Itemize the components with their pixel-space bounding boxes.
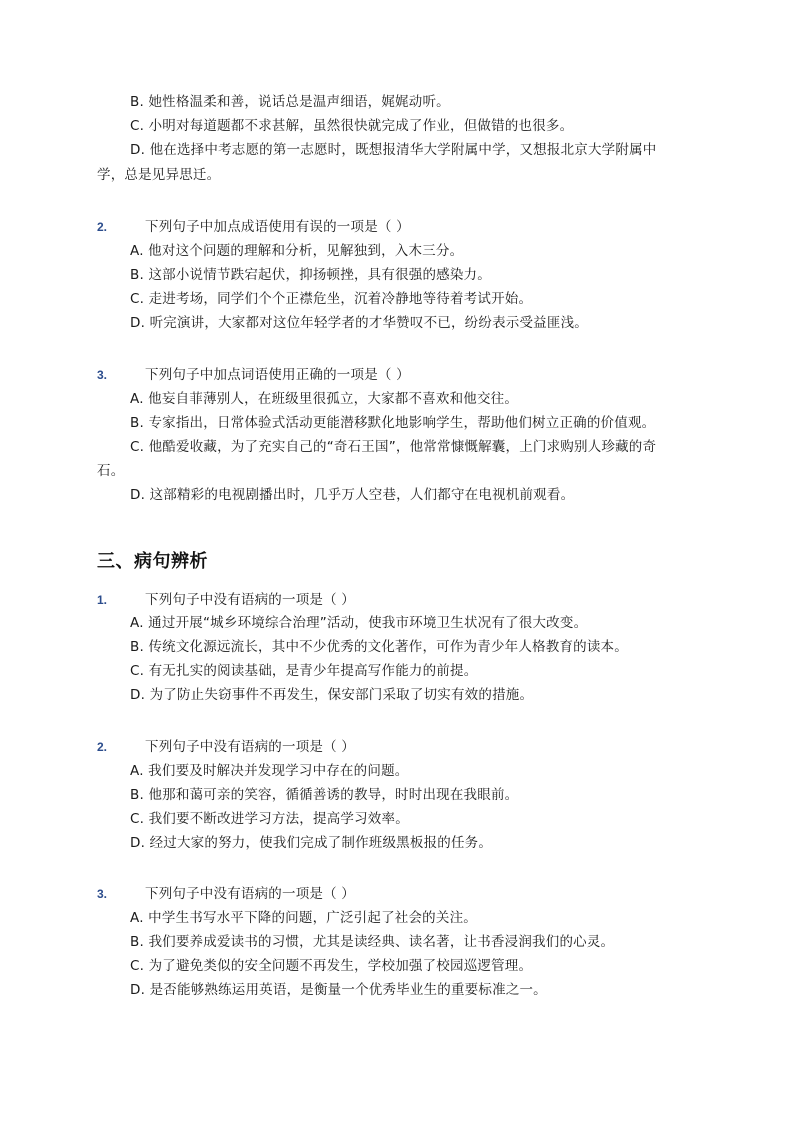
option-d: D. 为了防止失窃事件不再发生，保安部门采取了切实有效的措施。: [130, 687, 534, 703]
question-stem: 下列句子中加点成语使用有误的一项是（ ）: [145, 219, 410, 235]
question-number: 3.: [97, 887, 108, 901]
option-a: A. 中学生书写水平下降的问题，广泛引起了社会的关注。: [130, 910, 477, 926]
option-a: A. 他妄自菲薄别人，在班级里很孤立，大家都不喜欢和他交往。: [130, 391, 519, 407]
option-a: A. 他对这个问题的理解和分析，见解独到，入木三分。: [130, 243, 464, 259]
section-title: 三、病句辨析: [97, 551, 208, 572]
option-b: B. 我们要养成爱读书的习惯，尤其是读经典、读名著，让书香浸润我们的心灵。: [130, 934, 615, 950]
prev-option-d-continuation: 学，总是见异思迁。: [97, 167, 221, 183]
prev-option-c: C. 小明对每道题都不求甚解，虽然很快就完成了作业，但做错的也很多。: [130, 118, 574, 134]
question-stem: 下列句子中没有语病的一项是（ ）: [145, 592, 355, 608]
question-number: 1.: [97, 593, 108, 607]
option-a: A. 通过开展“城乡环境综合治理”活动，使我市环境卫生状况有了很大改变。: [130, 615, 588, 631]
question-stem: 下列句子中没有语病的一项是（ ）: [145, 886, 355, 902]
option-d: D. 这部精彩的电视剧播出时，几乎万人空巷，人们都守在电视机前观看。: [130, 487, 575, 503]
prev-option-d: D. 他在选择中考志愿的第一志愿时，既想报清华大学附属中学，又想报北京大学附属中: [130, 142, 657, 158]
option-c: C. 我们要不断改进学习方法，提高学习效率。: [130, 811, 409, 827]
option-c: C. 走进考场，同学们个个正襟危坐，沉着冷静地等待着考试开始。: [130, 291, 533, 307]
option-b: B. 专家指出，日常体验式活动更能潜移默化地影响学生，帮助他们树立正确的价值观。: [130, 415, 656, 431]
option-d: D. 是否能够熟练运用英语，是衡量一个优秀毕业生的重要标准之一。: [130, 982, 547, 998]
option-c: C. 有无扎实的阅读基础，是青少年提高写作能力的前提。: [130, 663, 478, 679]
option-c-continuation: 石。: [97, 463, 125, 479]
option-a: A. 我们要及时解决并发现学习中存在的问题。: [130, 763, 409, 779]
option-b: B. 这部小说情节跌宕起伏，抑扬顿挫，具有很强的感染力。: [130, 267, 491, 283]
option-b: B. 传统文化源远流长，其中不少优秀的文化著作，可作为青少年人格教育的读本。: [130, 639, 628, 655]
option-c: C. 他酷爱收藏，为了充实自己的“奇石王国”，他常常慷慨解囊，上门求购别人珍藏的奇: [130, 439, 657, 455]
option-d: D. 经过大家的努力，使我们完成了制作班级黑板报的任务。: [130, 835, 493, 851]
question-stem: 下列句子中加点词语使用正确的一项是（ ）: [145, 367, 410, 383]
option-c: C. 为了避免类似的安全问题不再发生，学校加强了校园巡逻管理。: [130, 958, 533, 974]
question-number: 2.: [97, 220, 108, 234]
question-number: 2.: [97, 740, 108, 754]
option-b: B. 他那和蔼可亲的笑容，循循善诱的教导，时时出现在我眼前。: [130, 787, 519, 803]
option-d: D. 听完演讲，大家都对这位年轻学者的才华赞叹不已，纷纷表示受益匪浅。: [130, 315, 588, 331]
question-stem: 下列句子中没有语病的一项是（ ）: [145, 739, 355, 755]
prev-option-b: B. 她性格温柔和善，说话总是温声细语，娓娓动听。: [130, 94, 450, 110]
question-number: 3.: [97, 368, 108, 382]
